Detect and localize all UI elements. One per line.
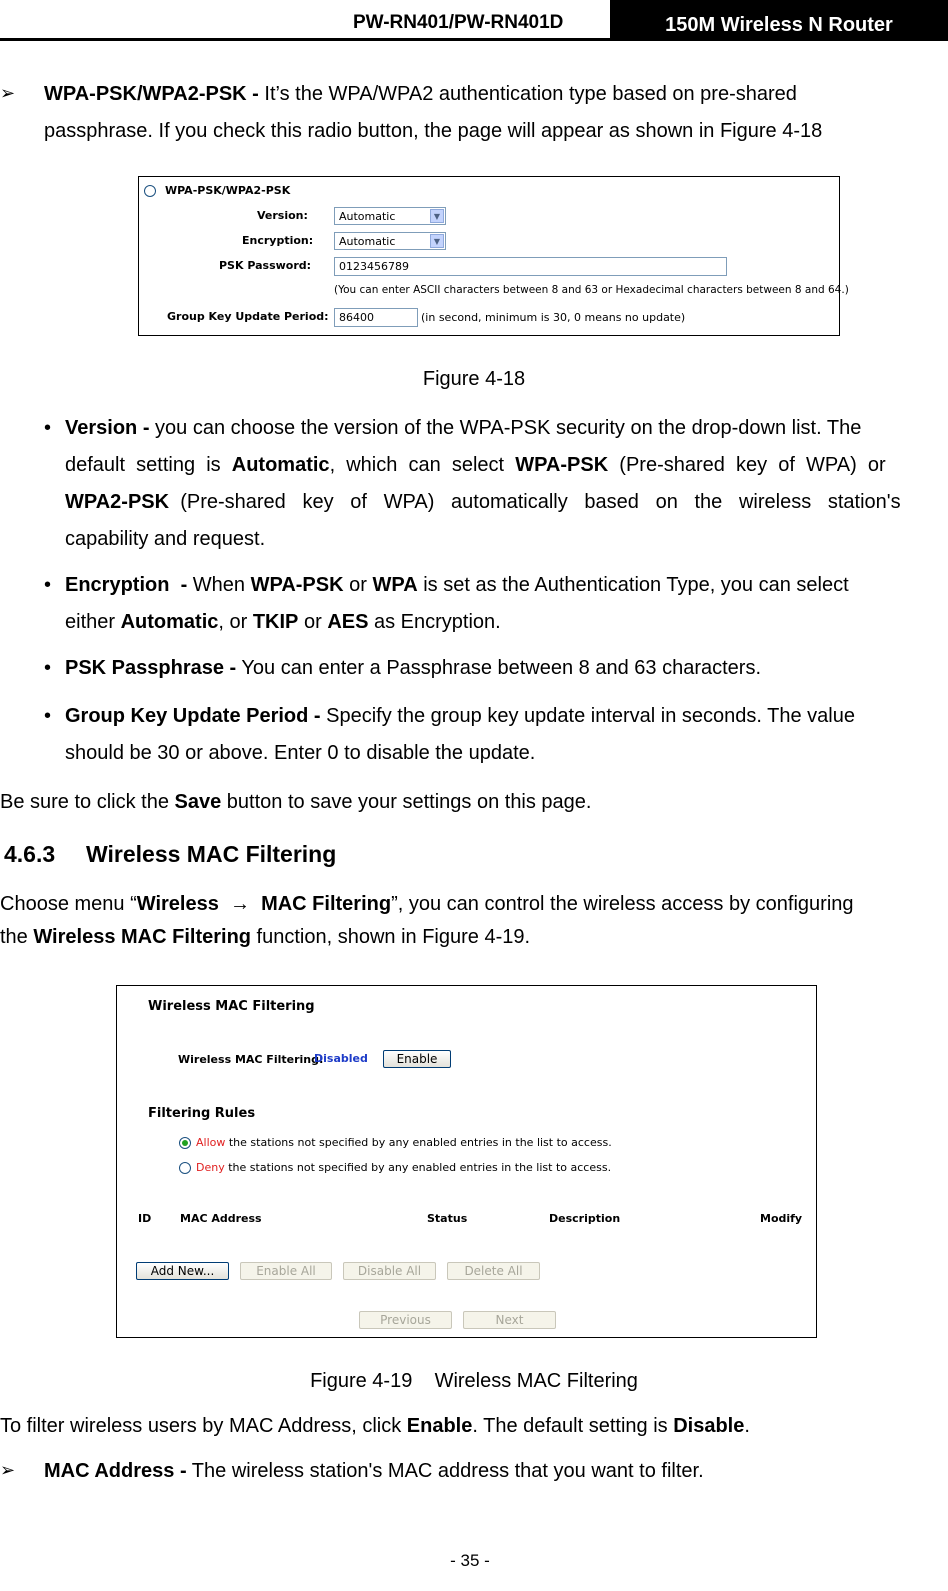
bullet-dot-icon: • xyxy=(44,657,52,679)
choose-a: Choose menu “ xyxy=(0,893,137,915)
enc-1d: WPA xyxy=(372,574,418,596)
allow-word: Allow xyxy=(196,1136,226,1149)
arrow-bullet-icon: ➢ xyxy=(0,1460,16,1480)
column-mac-address: MAC Address xyxy=(180,1212,262,1225)
deny-word: Deny xyxy=(196,1161,225,1174)
bullet-dot-icon: • xyxy=(44,705,52,727)
version-text-2a: default setting is xyxy=(65,454,232,476)
version-text-2c: , which can select xyxy=(329,454,516,476)
header-rule xyxy=(0,38,948,41)
encryption-term: Encryption - xyxy=(65,574,188,596)
psk-password-input[interactable]: 0123456789 xyxy=(334,257,727,276)
figure-4-18-caption: Figure 4-18 xyxy=(422,368,526,390)
version-text-1: you can choose the version of the WPA-PSK security on the drop-down list. The xyxy=(149,417,862,439)
choose-f: function, shown in Figure 4-19. xyxy=(251,926,531,948)
section-number: 4.6.3 xyxy=(4,841,56,867)
figure-4-19-caption: Figure 4-19 Wireless MAC Filtering xyxy=(310,1370,638,1392)
figure-4-19-screenshot xyxy=(116,985,817,1338)
mac-filter-title: Wireless MAC Filtering xyxy=(148,999,315,1014)
psk-bullet xyxy=(65,650,937,687)
allow-rest: the stations not specified by any enabled entries in the list to access. xyxy=(225,1136,612,1149)
psk-hint: (You can enter ASCII characters between 8 and 63 or Hexadecimal characters between 8 and 64.) xyxy=(334,284,849,296)
deny-rule xyxy=(196,1161,611,1174)
gkup-text-2: should be 30 or above. Enter 0 to disable the update. xyxy=(65,742,536,764)
version-select-value: Automatic xyxy=(339,210,396,223)
add-new-button[interactable]: Add New... xyxy=(136,1262,229,1280)
group-key-update-hint: (in second, minimum is 30, 0 means no update) xyxy=(421,311,686,324)
bullet-dot-icon: • xyxy=(44,574,52,596)
encryption-select[interactable] xyxy=(334,232,446,250)
intro-line2: passphrase. If you check this radio button, the page will appear as shown in Figure 4-18 xyxy=(44,120,823,142)
gkup-term: Group Key Update Period - xyxy=(65,705,321,727)
enc-1a: When xyxy=(187,574,251,596)
version-label: Version: xyxy=(257,209,308,222)
chevron-down-icon: ▼ xyxy=(430,209,444,223)
header-model: PW-RN401/PW-RN401D xyxy=(353,12,564,33)
bullet-dot-icon: • xyxy=(44,417,52,439)
filter-note-e: . xyxy=(744,1415,750,1437)
version-text-2b: Automatic xyxy=(231,454,330,476)
filter-note xyxy=(0,1408,750,1445)
choose-e: Wireless MAC Filtering xyxy=(33,926,251,948)
column-modify: Modify xyxy=(760,1212,803,1225)
filter-note-a: To filter wireless users by MAC Address, click xyxy=(0,1415,407,1437)
header-product-tab: 150M Wireless N Router xyxy=(610,0,948,40)
enc-2b: Automatic xyxy=(120,611,219,633)
group-key-update-label: Group Key Update Period: xyxy=(167,310,329,323)
enc-1c: or xyxy=(343,574,373,596)
enc-2c: , or xyxy=(218,611,253,633)
choose-d: the xyxy=(0,926,34,948)
choose-paragraph xyxy=(0,886,936,951)
enc-1e: is set as the Authentication Type, you can select xyxy=(417,574,849,596)
enc-2e: or xyxy=(298,611,328,633)
encryption-bullet xyxy=(65,567,937,641)
enc-1b: WPA-PSK xyxy=(250,574,344,596)
version-text-3a: WPA2-PSK xyxy=(65,491,170,513)
intro-term: WPA-PSK/WPA2-PSK - xyxy=(44,83,259,105)
enable-button[interactable]: Enable xyxy=(383,1050,451,1068)
intro-line1: It’s the WPA/WPA2 authentication type based on pre-shared xyxy=(258,83,797,105)
psk-password-label: PSK Password: xyxy=(219,259,312,272)
version-text-3b: (Pre-shared key of WPA) automatically based on the wireless station's xyxy=(169,491,901,513)
encryption-select-value: Automatic xyxy=(339,235,396,248)
mac-filter-status-label: Wireless MAC Filtering: xyxy=(178,1053,324,1066)
mac-filter-status-value: Disabled xyxy=(314,1052,368,1065)
version-select[interactable] xyxy=(334,207,446,225)
next-button[interactable]: Next xyxy=(463,1311,556,1329)
column-description: Description xyxy=(549,1212,621,1225)
filtering-rules-title: Filtering Rules xyxy=(148,1106,256,1121)
filter-note-c: . The default setting is xyxy=(472,1415,674,1437)
version-term: Version - xyxy=(65,417,150,439)
version-bullet xyxy=(65,410,937,558)
arrow-bullet-icon: ➢ xyxy=(0,83,16,103)
page-number: - 35 - xyxy=(450,1551,490,1570)
psk-term: PSK Passphrase - xyxy=(65,657,237,679)
disable-all-button[interactable]: Disable All xyxy=(343,1262,436,1280)
version-text-2e: (Pre-shared key of WPA) or xyxy=(608,454,886,476)
save-note xyxy=(0,784,591,821)
choose-b: Wireless → MAC Filtering xyxy=(136,893,392,915)
delete-all-button[interactable]: Delete All xyxy=(447,1262,540,1280)
column-status: Status xyxy=(427,1212,468,1225)
mac-term: MAC Address - xyxy=(44,1460,187,1482)
enc-2a: either xyxy=(65,611,121,633)
enable-all-button[interactable]: Enable All xyxy=(240,1262,332,1280)
deny-radio[interactable] xyxy=(179,1162,191,1174)
group-key-update-input[interactable]: 86400 xyxy=(334,308,418,327)
version-text-4: capability and request. xyxy=(65,528,266,550)
save-note-a: Be sure to click the xyxy=(0,791,175,813)
enc-2d: TKIP xyxy=(252,611,299,633)
gkup-bullet xyxy=(65,698,937,772)
psk-text: You can enter a Passphrase between 8 and 63 characters. xyxy=(236,657,762,679)
gkup-text-1: Specify the group key update interval in seconds. The value xyxy=(320,705,855,727)
filter-note-d: Disable xyxy=(673,1415,745,1437)
save-note-b: Save xyxy=(174,791,222,813)
allow-radio[interactable] xyxy=(179,1137,191,1149)
choose-c: ”, you can control the wireless access by configuring xyxy=(391,893,854,915)
deny-rest: the stations not specified by any enabled entries in the list to access. xyxy=(224,1161,612,1174)
column-id: ID xyxy=(138,1212,152,1225)
wpa-psk-radio[interactable] xyxy=(144,185,156,197)
encryption-label: Encryption: xyxy=(242,234,314,247)
wpa-psk-radio-label: WPA-PSK/WPA2-PSK xyxy=(165,184,291,197)
section-title: Wireless MAC Filtering xyxy=(86,841,337,867)
chevron-down-icon: ▼ xyxy=(430,234,444,248)
previous-button[interactable]: Previous xyxy=(359,1311,452,1329)
allow-rule xyxy=(196,1136,612,1149)
intro-paragraph xyxy=(44,76,936,150)
save-note-c: button to save your settings on this page. xyxy=(221,791,592,813)
version-text-2d: WPA-PSK xyxy=(515,454,609,476)
enc-2g: as Encryption. xyxy=(368,611,501,633)
figure-4-18-screenshot xyxy=(138,176,849,336)
enc-2f: AES xyxy=(327,611,369,633)
filter-note-b: Enable xyxy=(406,1415,473,1437)
mac-address-bullet xyxy=(44,1453,704,1490)
mac-text: The wireless station's MAC address that you want to filter. xyxy=(186,1460,704,1482)
